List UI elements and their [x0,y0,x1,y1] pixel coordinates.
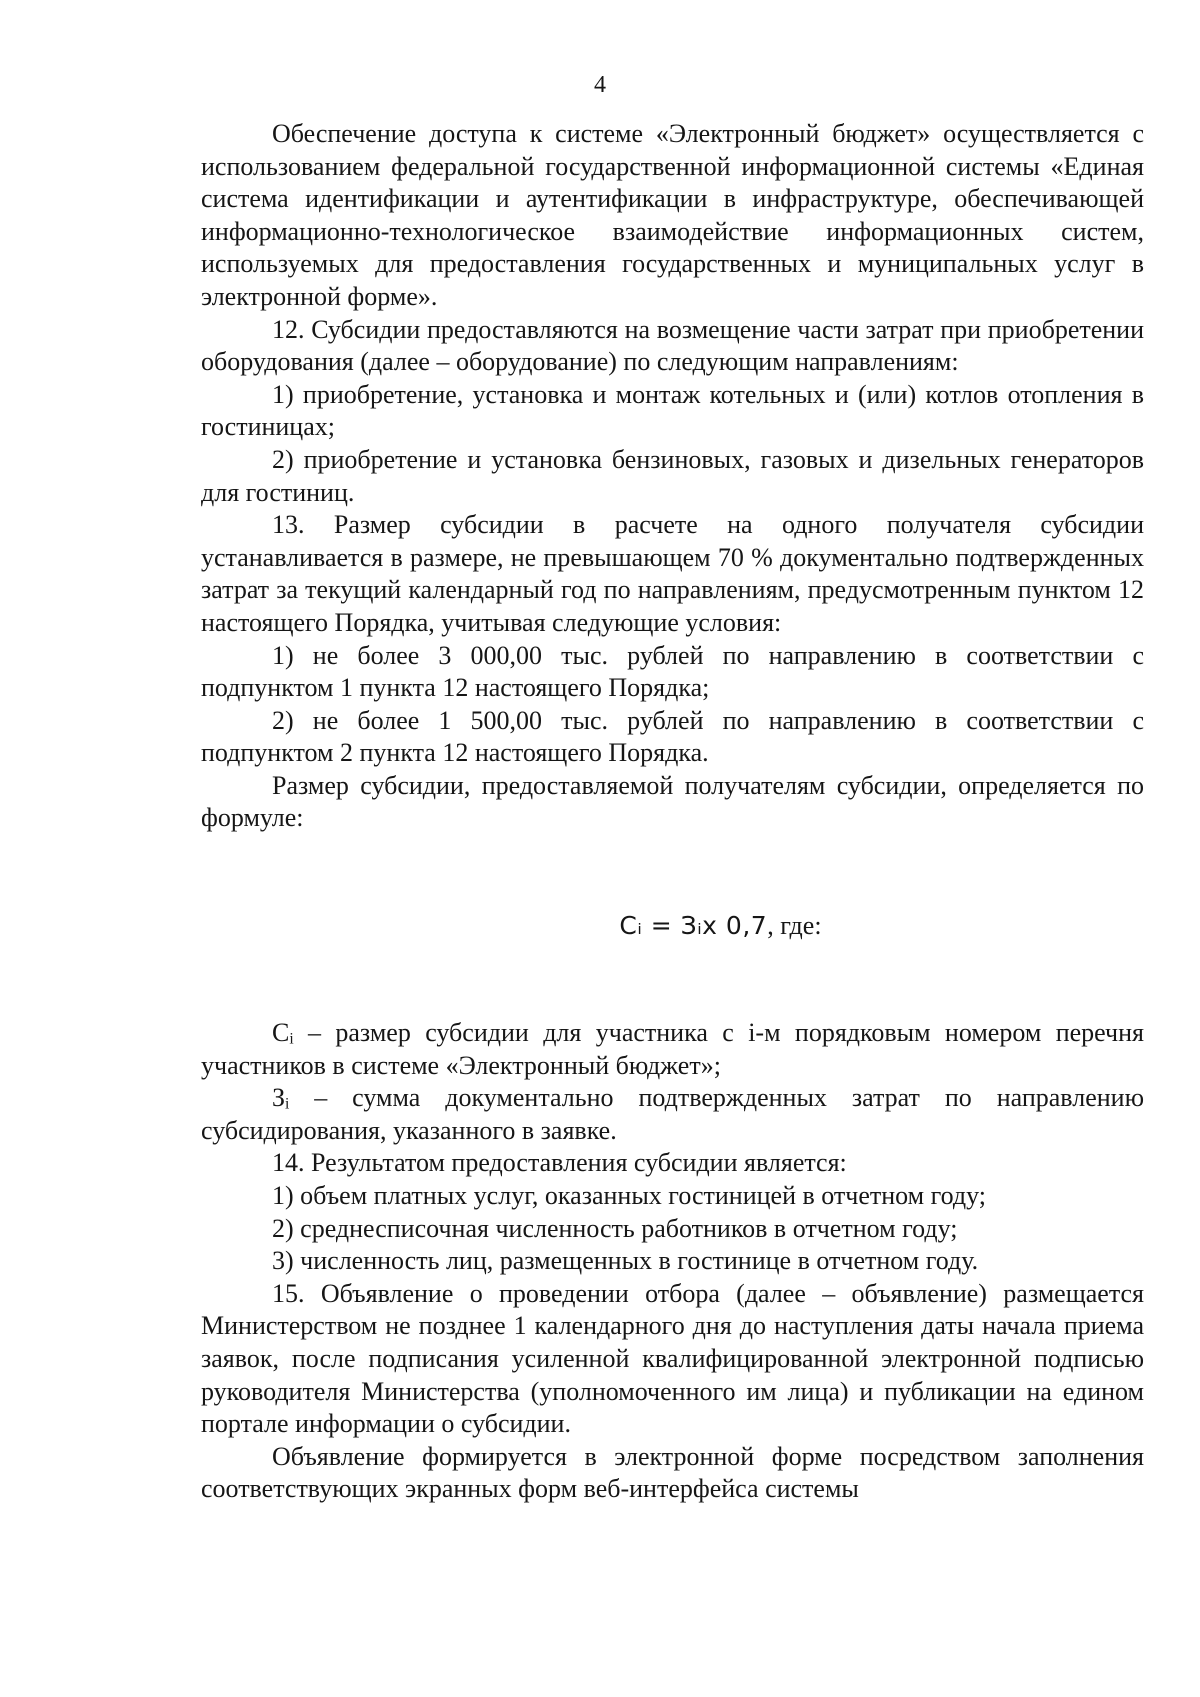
list-item-14-1: 1) объем платных услуг, оказанных гостиницей в отчетном году; [272,1181,987,1211]
paragraph-14-results-heading: 14. Результатом предоставления субсидии является: [272,1148,847,1178]
list-item-12-1: 1) приобретение, установка и монтаж котельных и (или) котлов отопления в гостиницах; [201,379,1144,442]
page-number: 4 [594,72,606,98]
list-item-12-2: 2) приобретение и установка бензиновых, газовых и дизельных генераторов для гостиниц. [201,444,1144,507]
paragraph-13-subsidy-amount: 13. Размер субсидии в расчете на одного получателя субсидии устанавливается в размере, не превышающем 70 % документально подтвержденных затрат за текущий календарный год по направлениям, предусмотренным пунктом 12 настоящего Порядка, учитывая следующие условия: [201,510,1144,637]
list-item-14-3: 3) численность лиц, размещенных в гостинице в отчетном году. [272,1246,979,1276]
subsidy-formula [201,835,1144,1017]
paragraph-12-subsidy-purpose: 12. Субсидии предоставляются на возмещение части затрат при приобретении оборудования (далее – оборудование) по следующим направлениям: [201,314,1144,377]
paragraph-announcement-form: Объявление формируется в электронной форме посредством заполнения соответствующих экранных форм веб-интерфейса системы [201,1441,1144,1504]
document-body [201,118,1144,1506]
definition-ci: Cᵢ – размер субсидии для участника с i-м порядковым номером перечня участников в системе «Электронный бюджет»; [201,1018,1144,1080]
list-item-14-2: 2) среднесписочная численность работников в отчетном году; [272,1213,958,1243]
paragraph-15-announcement: 15. Объявление о проведении отбора (далее – объявление) размещается Министерством не позднее 1 календарного дня до наступления даты начала приема заявок, после подписания усиленной квалифицированной электронной подписью руководителя Министерства (уполномоченного им лица) и публикации на едином портале информации о субсидии. [201,1278,1144,1439]
formula-expression: Cᵢ = Зᵢx 0,7 [619,911,768,941]
paragraph-formula-intro: Размер субсидии, предоставляемой получателям субсидии, определяется по формуле: [201,770,1144,833]
list-item-13-1: 1) не более 3 000,00 тыс. рублей по направлению в соответствии с подпунктом 1 пункта 12 настоящего Порядка; [201,640,1144,703]
paragraph-esia-access: Обеспечение доступа к системе «Электронный бюджет» осуществляется с использованием федеральной государственной информационной системы «Единая система идентификации и аутентификации в инфраструктуре, обеспечивающей информационно-технологическое взаимодействие информационных систем, используемых для предоставления государственных и муниципальных услуг в электронной форме». [201,119,1144,311]
formula-suffix: , где: [767,911,822,941]
list-item-13-2: 2) не более 1 500,00 тыс. рублей по направлению в соответствии с подпунктом 2 пункта 12 настоящего Порядка. [201,705,1144,768]
definition-zi: Зᵢ – сумма документально подтвержденных затрат по направлению субсидирования, указанного в заявке. [201,1083,1144,1145]
